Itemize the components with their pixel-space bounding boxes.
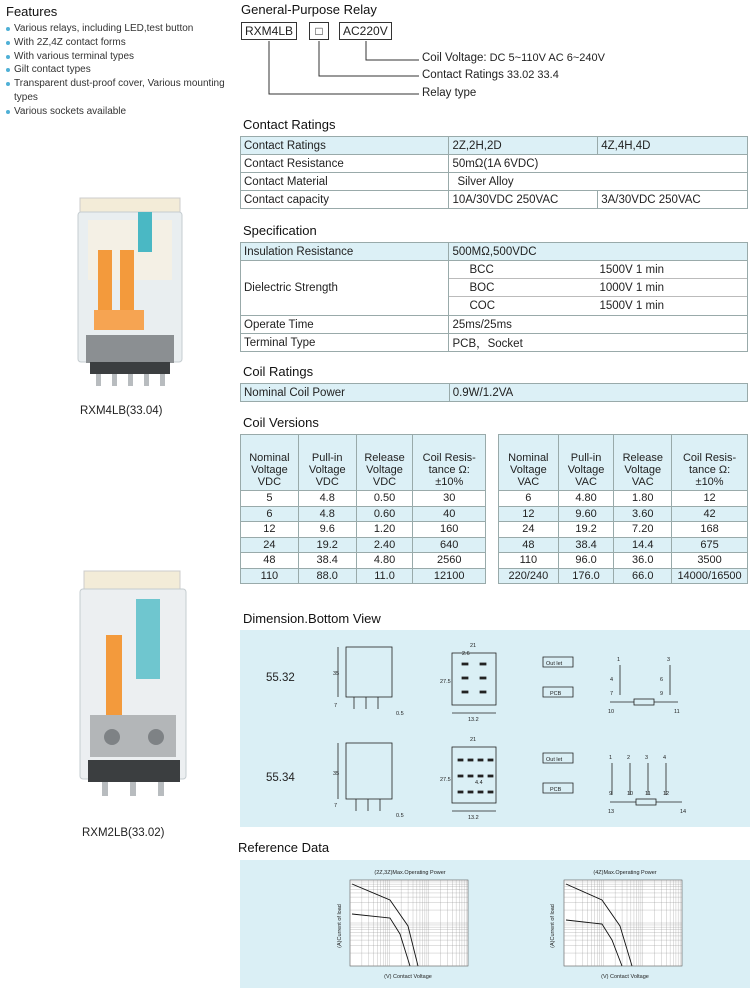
table-cell: 3500 bbox=[672, 553, 748, 569]
feature-item: Various sockets available bbox=[6, 105, 231, 119]
table-cell: 88.0 bbox=[298, 568, 356, 584]
pin-number: 9 bbox=[660, 691, 664, 697]
ac-header: Coil Resis-tance Ω: ±10% bbox=[672, 435, 748, 491]
table-cell: 176.0 bbox=[558, 568, 614, 584]
dim-label: 13.2 bbox=[468, 717, 479, 723]
table-cell: 30 bbox=[413, 491, 486, 507]
table-cell: 12 bbox=[499, 506, 559, 522]
model-box: RXM4LB bbox=[241, 22, 297, 40]
socket-label: Out let bbox=[546, 757, 563, 763]
row-value: 2Z,2H,2D bbox=[449, 137, 598, 155]
dim-label: 21 bbox=[470, 643, 477, 649]
table-row bbox=[499, 553, 748, 569]
pin-number: 12 bbox=[663, 791, 670, 797]
pin-number: 4 bbox=[610, 677, 614, 683]
dim-label: 35 bbox=[333, 671, 340, 677]
table-cell: 4.80 bbox=[356, 553, 413, 569]
relay-4-pole-photo bbox=[68, 190, 193, 400]
pin-number: 3 bbox=[645, 755, 649, 761]
pin-number: 1 bbox=[609, 755, 613, 761]
dielectric-name: BCC bbox=[469, 263, 494, 276]
table-cell: 110 bbox=[499, 553, 559, 569]
row-key: Dielectric Strength bbox=[241, 261, 449, 316]
product-caption: RXM4LB(33.04) bbox=[80, 405, 163, 417]
chart-title: (2Z,3Z)Max.Operating Power bbox=[374, 870, 446, 876]
table-cell: 12100 bbox=[413, 568, 486, 584]
coil-versions-title: Coil Versions bbox=[243, 415, 319, 430]
chart-xlabel: (V) Contact Voltage bbox=[384, 974, 432, 980]
dielectric-name: COC bbox=[469, 300, 496, 312]
row-key: Contact Ratings bbox=[241, 137, 449, 155]
table-cell: 14000/16500 bbox=[672, 568, 748, 584]
table-cell: 42 bbox=[672, 506, 748, 522]
table-row bbox=[241, 191, 748, 209]
table-cell: 36.0 bbox=[614, 553, 672, 569]
voltage-box: AC220V bbox=[339, 22, 392, 40]
dc-header: Pull-in Voltage VDC bbox=[298, 435, 356, 491]
table-cell: 110 bbox=[241, 568, 299, 584]
table-cell: 2560 bbox=[413, 553, 486, 569]
chart-title: (4Z)Max.Operating Power bbox=[593, 870, 657, 876]
general-purpose-section bbox=[241, 2, 741, 112]
feature-item: Transparent dust-proof cover, Various mounting types bbox=[6, 77, 231, 105]
row-value: Silver Alloy bbox=[449, 173, 748, 191]
table-cell: 66.0 bbox=[614, 568, 672, 584]
dc-header: Release Voltage VDC bbox=[356, 435, 413, 491]
table-cell: 9.60 bbox=[558, 506, 614, 522]
row-key: Operate Time bbox=[241, 316, 449, 334]
row-value: 10A/30VDC 250VAC bbox=[449, 191, 598, 209]
dim-label: 2.6 bbox=[462, 651, 470, 657]
feature-item: Gilt contact types bbox=[6, 63, 231, 77]
dielectric-value: 1500V 1 min bbox=[599, 263, 665, 276]
ac-coil-table bbox=[498, 434, 748, 584]
ac-header: Nominal Voltage VAC bbox=[499, 435, 559, 491]
table-row bbox=[499, 537, 748, 553]
dielectric-name: BOC bbox=[469, 281, 495, 294]
dim-label: 0.5 bbox=[396, 711, 404, 717]
ac-body bbox=[499, 491, 748, 584]
row-value: 3A/30VDC 250VAC bbox=[598, 191, 748, 209]
coil-ratings-table bbox=[240, 383, 748, 402]
row-key: Insulation Resistance bbox=[241, 243, 449, 261]
table-cell: 12 bbox=[672, 491, 748, 507]
row-value: PCB，Socket bbox=[449, 334, 748, 352]
features-title: Features bbox=[6, 4, 58, 19]
reference-charts bbox=[240, 860, 750, 988]
row-key: Contact Resistance bbox=[241, 155, 449, 173]
table-cell: 0.60 bbox=[356, 506, 413, 522]
feature-item: With 2Z,4Z contact forms bbox=[6, 36, 231, 50]
table-row bbox=[241, 137, 748, 155]
table-cell: 48 bbox=[499, 537, 559, 553]
table-row bbox=[241, 243, 748, 261]
table-cell: 2.40 bbox=[356, 537, 413, 553]
dc-header: Coil Resis-tance Ω: ±10% bbox=[413, 435, 486, 491]
dim-label: 35 bbox=[333, 771, 340, 777]
socket-label: PCB bbox=[550, 691, 562, 697]
table-cell: 3.60 bbox=[614, 506, 672, 522]
contact-ratings-table bbox=[240, 136, 748, 209]
table-cell: 0.50 bbox=[356, 491, 413, 507]
table-cell: 675 bbox=[672, 537, 748, 553]
row-key: Nominal Coil Power bbox=[241, 384, 450, 402]
feature-item: With various terminal types bbox=[6, 50, 231, 64]
table-row bbox=[241, 568, 486, 584]
specification-table bbox=[240, 242, 748, 352]
table-cell: 4.80 bbox=[558, 491, 614, 507]
row-value: 25ms/25ms bbox=[449, 316, 748, 334]
pin-number: 7 bbox=[610, 691, 614, 697]
table-cell: 1.20 bbox=[356, 522, 413, 538]
features-section bbox=[6, 4, 231, 119]
pin-number: 11 bbox=[674, 709, 680, 715]
dim-label: 4.4 bbox=[475, 780, 483, 786]
table-row bbox=[241, 506, 486, 522]
ac-header: Release Voltage VAC bbox=[614, 435, 672, 491]
table-cell: 11.0 bbox=[356, 568, 413, 584]
dielectric-value: 1500V 1 min bbox=[599, 300, 665, 312]
row-key: Contact Material bbox=[241, 173, 449, 191]
pin-number: 10 bbox=[608, 709, 615, 715]
pin-number: 14 bbox=[680, 809, 687, 815]
model-label: 55.34 bbox=[266, 772, 295, 784]
row-value: 500MΩ,500VDC bbox=[449, 243, 748, 261]
dimension-drawings bbox=[330, 635, 750, 825]
relay-2-pole-photo bbox=[70, 565, 195, 815]
table-cell: 48 bbox=[241, 553, 299, 569]
table-cell: 4.8 bbox=[298, 491, 356, 507]
table-cell: 9.6 bbox=[298, 522, 356, 538]
dim-label: 13.2 bbox=[468, 815, 479, 821]
table-row bbox=[241, 155, 748, 173]
pin-number: 6 bbox=[660, 677, 664, 683]
dc-coil-table bbox=[240, 434, 486, 584]
coil-voltage-label: Coil Voltage: DC 5~110V AC 6~240V bbox=[422, 52, 605, 64]
table-row bbox=[241, 384, 748, 402]
reference-title: Reference Data bbox=[238, 840, 330, 855]
table-cell: 96.0 bbox=[558, 553, 614, 569]
dim-label: 21 bbox=[470, 737, 477, 743]
table-row bbox=[241, 316, 748, 334]
table-cell: 24 bbox=[241, 537, 299, 553]
dc-header: Nominal Voltage VDC bbox=[241, 435, 299, 491]
dim-label: 27.5 bbox=[440, 679, 451, 685]
pin-number: 10 bbox=[627, 791, 634, 797]
table-row bbox=[241, 334, 748, 352]
table-cell: 640 bbox=[413, 537, 486, 553]
socket-label: PCB bbox=[550, 787, 562, 793]
general-title: General-Purpose Relay bbox=[241, 2, 377, 17]
reference-panel bbox=[240, 860, 750, 988]
table-cell: 7.20 bbox=[614, 522, 672, 538]
chart-ylabel: (A)Current of load bbox=[337, 904, 343, 948]
specification-title: Specification bbox=[243, 223, 317, 238]
chart-ylabel: (A)Current of load bbox=[550, 904, 556, 948]
table-cell: 38.4 bbox=[558, 537, 614, 553]
row-key: Terminal Type bbox=[241, 334, 449, 352]
chart-grid bbox=[350, 880, 468, 966]
pin-number: 2 bbox=[627, 755, 631, 761]
chart-grid bbox=[564, 880, 682, 966]
row-value: 50mΩ(1A 6VDC) bbox=[449, 155, 748, 173]
table-cell: 4.8 bbox=[298, 506, 356, 522]
dielectric-values bbox=[449, 261, 748, 316]
pin-number: 13 bbox=[608, 809, 615, 815]
pin-number: 11 bbox=[645, 791, 651, 797]
row-key: Contact capacity bbox=[241, 191, 449, 209]
row-value: 0.9W/1.2VA bbox=[449, 384, 747, 402]
ac-header: Pull-in Voltage VAC bbox=[558, 435, 614, 491]
table-cell: 1.80 bbox=[614, 491, 672, 507]
dim-label: 0.5 bbox=[396, 813, 404, 819]
table-cell: 24 bbox=[499, 522, 559, 538]
table-cell: 38.4 bbox=[298, 553, 356, 569]
table-cell: 19.2 bbox=[298, 537, 356, 553]
features-list bbox=[6, 22, 231, 119]
row-value: 4Z,4H,4D bbox=[598, 137, 748, 155]
pin-number: 1 bbox=[617, 657, 621, 663]
table-row bbox=[241, 553, 486, 569]
table-row bbox=[499, 506, 748, 522]
table-cell: 12 bbox=[241, 522, 299, 538]
table-row bbox=[499, 522, 748, 538]
table-cell: 6 bbox=[499, 491, 559, 507]
chart-xlabel: (V) Contact Voltage bbox=[601, 974, 649, 980]
socket-label: Out let bbox=[546, 661, 563, 667]
table-row bbox=[241, 261, 748, 316]
dim-label: 7 bbox=[334, 803, 338, 809]
table-cell: 40 bbox=[413, 506, 486, 522]
dimension-panel bbox=[240, 630, 750, 827]
feature-item: Various relays, including LED,test button bbox=[6, 22, 231, 36]
pin-number: 3 bbox=[667, 657, 671, 663]
product-caption: RXM2LB(33.02) bbox=[82, 827, 165, 839]
dimension-title: Dimension.Bottom View bbox=[243, 611, 381, 626]
table-cell: 14.4 bbox=[614, 537, 672, 553]
contact-box: □ bbox=[309, 22, 329, 40]
pin-number: 9 bbox=[609, 791, 613, 797]
relay-type-label: Relay type bbox=[422, 87, 477, 99]
model-label: 55.32 bbox=[266, 672, 295, 684]
table-row bbox=[241, 522, 486, 538]
table-cell: 5 bbox=[241, 491, 299, 507]
dim-label: 27.5 bbox=[440, 777, 451, 783]
pin-number: 4 bbox=[663, 755, 667, 761]
contact-ratings-label: Contact Ratings 33.02 33.4 bbox=[422, 69, 559, 81]
table-row bbox=[241, 173, 748, 191]
table-row bbox=[499, 568, 748, 584]
table-row bbox=[241, 537, 486, 553]
dc-body bbox=[241, 491, 486, 584]
table-cell: 6 bbox=[241, 506, 299, 522]
table-row bbox=[241, 491, 486, 507]
table-cell: 160 bbox=[413, 522, 486, 538]
table-cell: 19.2 bbox=[558, 522, 614, 538]
dim-label: 7 bbox=[334, 703, 338, 709]
contact-ratings-title: Contact Ratings bbox=[243, 117, 336, 132]
table-row bbox=[499, 491, 748, 507]
table-cell: 168 bbox=[672, 522, 748, 538]
coil-ratings-title: Coil Ratings bbox=[243, 364, 314, 379]
dielectric-value: 1000V 1 min bbox=[599, 281, 665, 294]
table-cell: 220/240 bbox=[499, 568, 559, 584]
